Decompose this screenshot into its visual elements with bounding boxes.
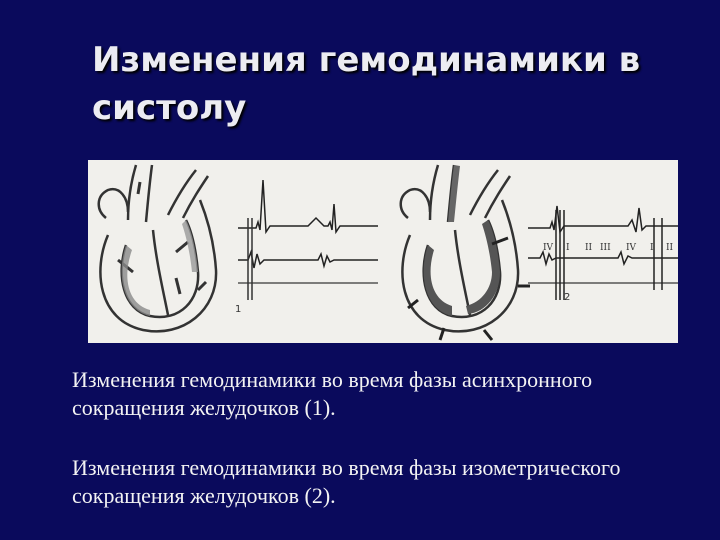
- caption-isometric-contraction: Изменения гемодинамики во время фазы изометрического сокращения желудочков (2).: [72, 455, 621, 508]
- ecg-traces-2: [528, 206, 678, 300]
- ecg-traces-1: [238, 180, 378, 300]
- heart-shading: [424, 245, 452, 316]
- phase-label: I: [566, 243, 570, 253]
- figure-label-2: 2: [564, 292, 571, 303]
- phase-label: III: [600, 243, 611, 253]
- slide-title: Изменения гемодинамики в систолу: [92, 40, 641, 128]
- heart-shading: [122, 245, 150, 316]
- phase-label: IV: [626, 243, 637, 253]
- heart-diagram: [88, 160, 678, 343]
- caption-asynchronous-contraction: Изменения гемодинамики во время фазы асинхронного сокращения желудочков (1).: [72, 367, 593, 420]
- phase-label: I: [650, 243, 654, 253]
- phase-label: II: [666, 243, 674, 253]
- heart-diagram-2: [401, 165, 518, 331]
- heart-diagram-1: [99, 165, 216, 331]
- heart-diagram-figure: [88, 160, 678, 343]
- phase-label: II: [585, 243, 593, 253]
- figure-label-1: 1: [235, 304, 242, 315]
- phase-label: IV: [543, 243, 554, 253]
